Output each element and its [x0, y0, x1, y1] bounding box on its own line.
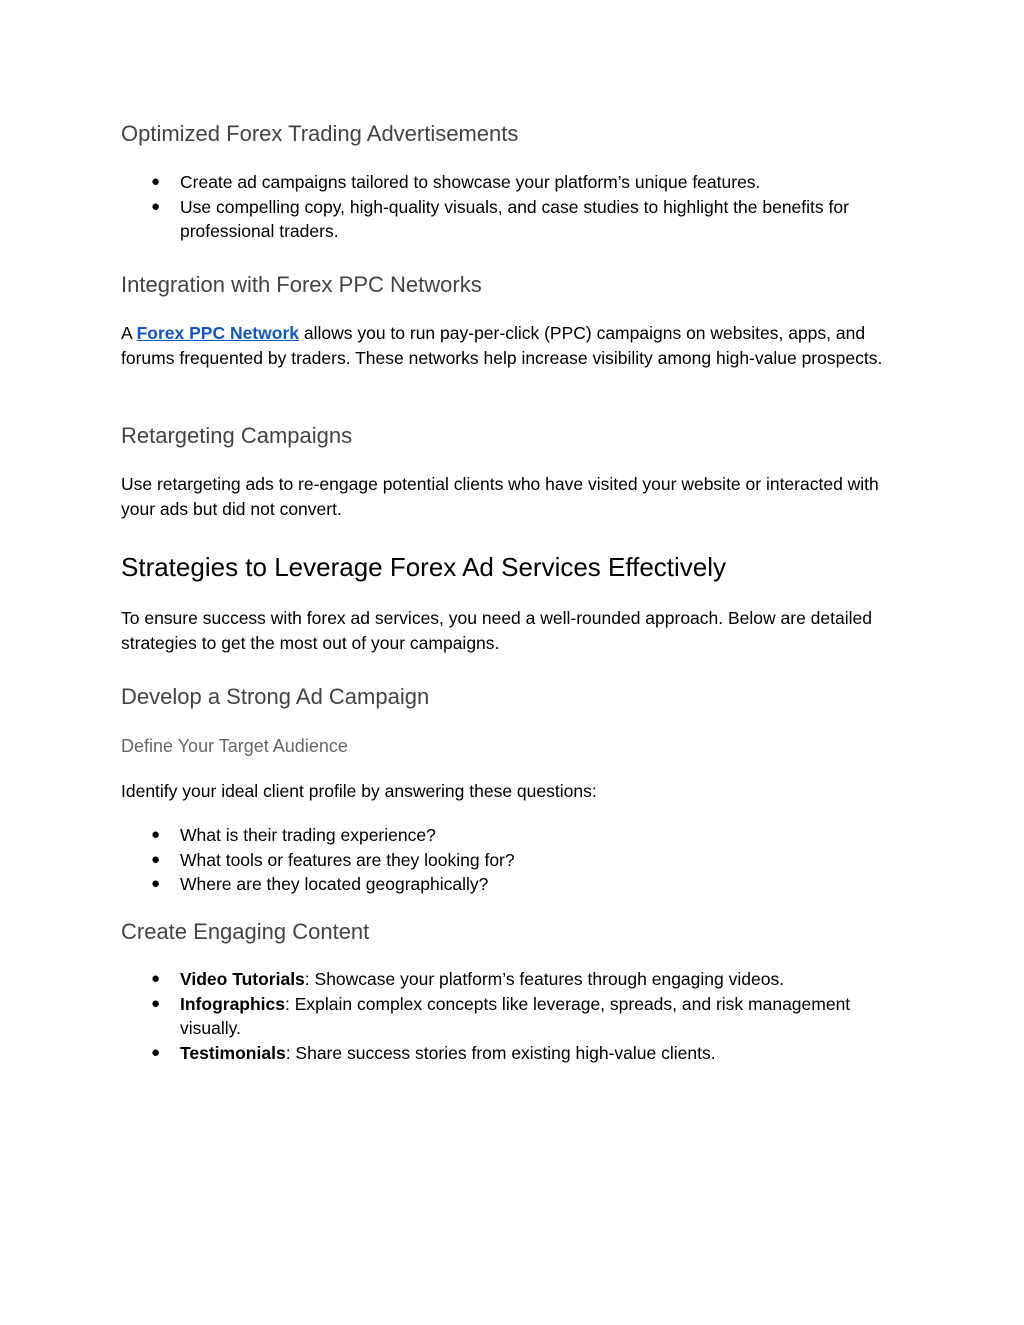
- heading-develop-campaign: Develop a Strong Ad Campaign: [121, 684, 430, 709]
- term-infographics: Infographics: [180, 993, 286, 1014]
- bullet-icon: ●: [151, 970, 161, 987]
- heading-engaging-content: Create Engaging Content: [121, 919, 370, 944]
- subheading-target-audience: Define Your Target Audience: [121, 736, 348, 756]
- heading-retargeting: Retargeting Campaigns: [121, 423, 353, 448]
- list-item: ● Use compelling copy, high-quality visuals, and case studies to highlight the benefits for professional traders.: [151, 196, 849, 241]
- term-testimonials: Testimonials: [180, 1042, 286, 1063]
- list-item: ● What tools or features are they looking for?: [121, 848, 911, 873]
- bullet-icon: ●: [151, 994, 161, 1012]
- list-item: ● What is their trading experience?: [121, 823, 911, 848]
- bullet-list-content: [121, 967, 911, 1065]
- paragraph-retargeting: Use retargeting ads to re-engage potential clients who have visited your website or interacted with your ads but did not convert.: [121, 474, 879, 519]
- bullet-icon: ●: [151, 173, 161, 190]
- term-video-tutorials: Video Tutorials: [180, 969, 305, 989]
- heading-strategies: Strategies to Leverage Forex Ad Services Effectively: [121, 552, 727, 582]
- list-item: ● Video Tutorials: Showcase your platform’s features through engaging videos.: [121, 967, 911, 992]
- bullet-icon: ●: [151, 875, 161, 892]
- list-item: ● Where are they located geographically?: [121, 872, 911, 897]
- list-item: ● Infographics: Explain complex concepts like leverage, spreads, and risk management visually.: [151, 993, 851, 1038]
- paragraph-ideal-client: Identify your ideal client profile by answering these questions:: [121, 781, 597, 801]
- bullet-list-questions: [121, 823, 911, 897]
- bullet-icon: ●: [151, 850, 161, 868]
- paragraph-strategies: To ensure success with forex ad services, you need a well-rounded approach. Below are detailed strategies to get the most out of your campaigns.: [121, 608, 872, 653]
- bullet-list-optimized: [121, 170, 911, 244]
- heading-optimized-ads: Optimized Forex Trading Advertisements: [121, 121, 519, 146]
- bullet-icon: ●: [151, 1043, 161, 1061]
- heading-ppc-networks: Integration with Forex PPC Networks: [121, 272, 482, 297]
- bullet-icon: ●: [151, 826, 161, 843]
- bullet-icon: ●: [151, 197, 161, 215]
- list-item: ● Testimonials: Share success stories from existing high-value clients.: [121, 1041, 911, 1066]
- forex-ppc-network-link[interactable]: Forex PPC Network: [136, 323, 299, 343]
- list-item: ● Create ad campaigns tailored to showcase your platform’s unique features.: [121, 170, 911, 195]
- paragraph-ppc: A Forex PPC Network allows you to run pay-per-click (PPC) campaigns on websites, apps, and forums frequented by traders. These networks help increase visibility among high-value prospects.: [121, 323, 883, 368]
